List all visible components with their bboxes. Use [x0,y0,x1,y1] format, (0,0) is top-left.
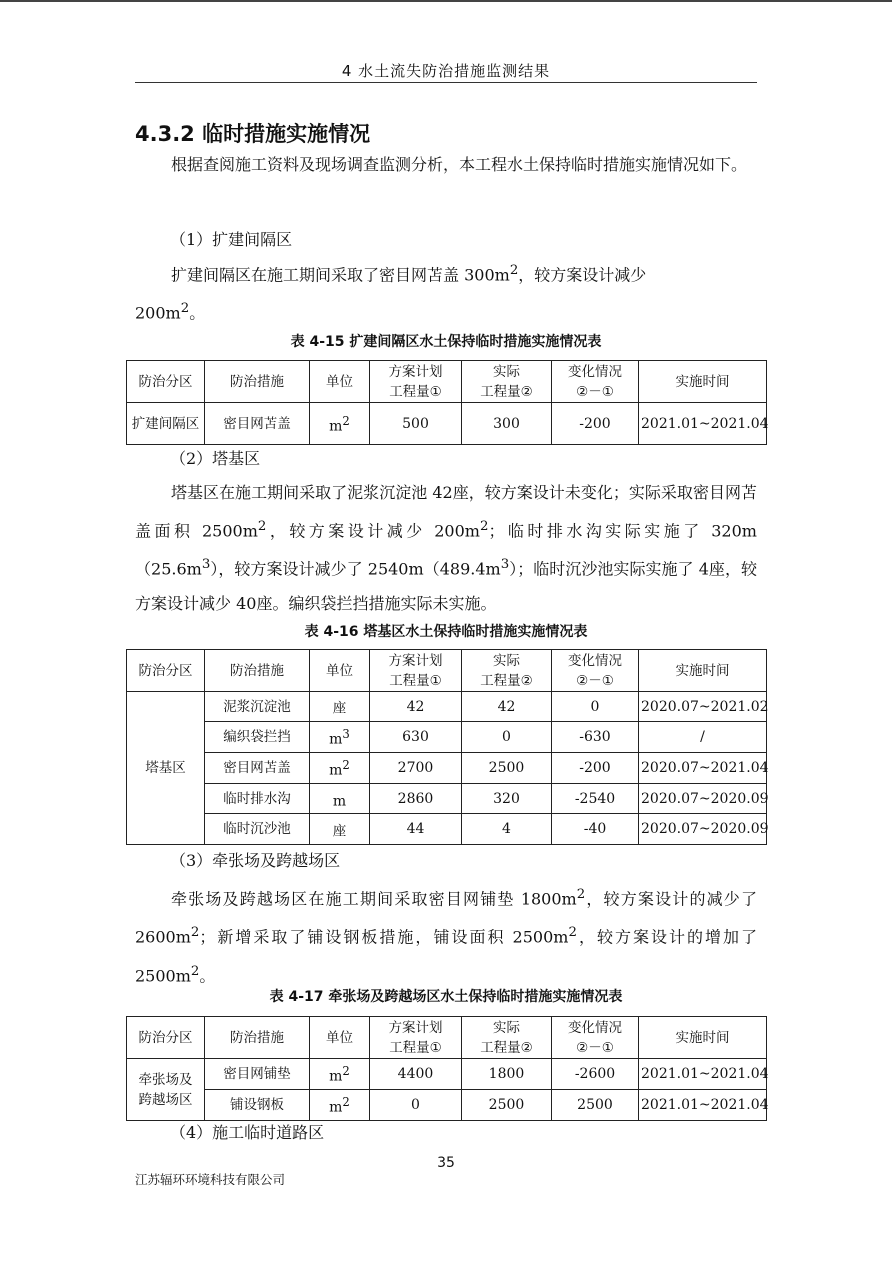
subheading-2: （2）塔基区 [170,449,261,468]
subheading-3: （3）牵张场及跨越场区 [170,851,341,870]
table-4-15 [126,360,767,445]
paragraph-3: 牵张场及跨越场区在施工期间采取密目网铺垫 $1800m^2$，较方案设计的减少了 $2600m^2$；新增采取了铺设钢板措施，铺设面积 $2500m^2$，较方案设计的增加了 $2500m^2$。 [135,887,757,985]
paragraph-1: 扩建间隔区在施工期间采取了密目网苫盖 $300m^2$，较方案设计减少 $200m^2$。 [135,263,647,323]
table-header-row: 防治分区 防治措施 单位 方案计划 工程量① 实际 工程量② 变化情况 ②－① 实施时间 [127,1017,767,1059]
table-row: 牵张场及 跨越场区 密目网铺垫 $m^2$ 4400 1800 -2600 2021.01~2021.04 [127,1059,767,1090]
table-caption-4-16: 表 4-16 塔基区水土保持临时措施实施情况表 [304,624,588,640]
table-row: 编织袋拦挡 $m^3$ 630 0 -630 / [127,722,767,753]
table-4-16 [126,649,767,845]
table-row: 临时排水沟 m 2860 320 -2540 2020.07~2020.09 [127,784,767,814]
table-caption-4-17: 表 4-17 牵张场及跨越场区水土保持临时措施实施情况表 [269,989,623,1005]
section-title: 4.3.2 临时措施实施情况 [135,122,371,146]
table-row: 铺设钢板 $m^2$ 0 2500 2500 2021.01~2021.04 [127,1090,767,1121]
table-4-17 [126,1016,767,1121]
table-header-row: 防治分区 防治措施 单位 方案计划 工程量① 实际 工程量② 变化情况 ②－① 实施时间 [127,650,767,692]
table-caption-4-15: 表 4-15 扩建间隔区水土保持临时措施实施情况表 [290,334,602,350]
paragraph-2: 塔基区在施工期间采取了泥浆沉淀池 42座，较方案设计未变化；实际采取密目网苫盖面积 $2500m^2$，较方案设计减少 $200m^2$；临时排水沟实际实施了 $320m(25.6m^3)$，较方案设计减少了 $2540m(489.4m^3)$；临时沉沙池实际实施了 4座，较方案设计减少 40座。编织袋拦挡措施实际未实施。 [135,483,757,613]
table-row: 密目网苫盖 $m^2$ 2700 2500 -200 2020.07~2021.04 [127,753,767,784]
intro-paragraph: 根据查阅施工资料及现场调查监测分析，本工程水土保持临时措施实施情况如下。 [171,155,748,174]
header-rule [135,82,757,83]
subheading-1: （1）扩建间隔区 [170,230,293,249]
subheading-4: （4）施工临时道路区 [170,1123,325,1142]
top-border [0,0,892,2]
footer-company: 江苏辐环环境科技有限公司 [135,1172,286,1187]
table-header-row: 防治分区 防治措施 单位 方案计划 工程量① 实际 工程量② 变化情况 ②－① 实施时间 [127,361,767,403]
page-number: 35 [437,1155,455,1171]
table-row: 临时沉沙池 座 44 4 -40 2020.07~2020.09 [127,814,767,845]
table-row: 扩建间隔区 密目网苫盖 $m^2$ 500 300 -200 2021.01~2021.04 [127,403,767,445]
table-row: 塔基区 泥浆沉淀池 座 42 42 0 2020.07~2021.02 [127,692,767,722]
running-header: 4 水土流失防治措施监测结果 [341,62,551,80]
